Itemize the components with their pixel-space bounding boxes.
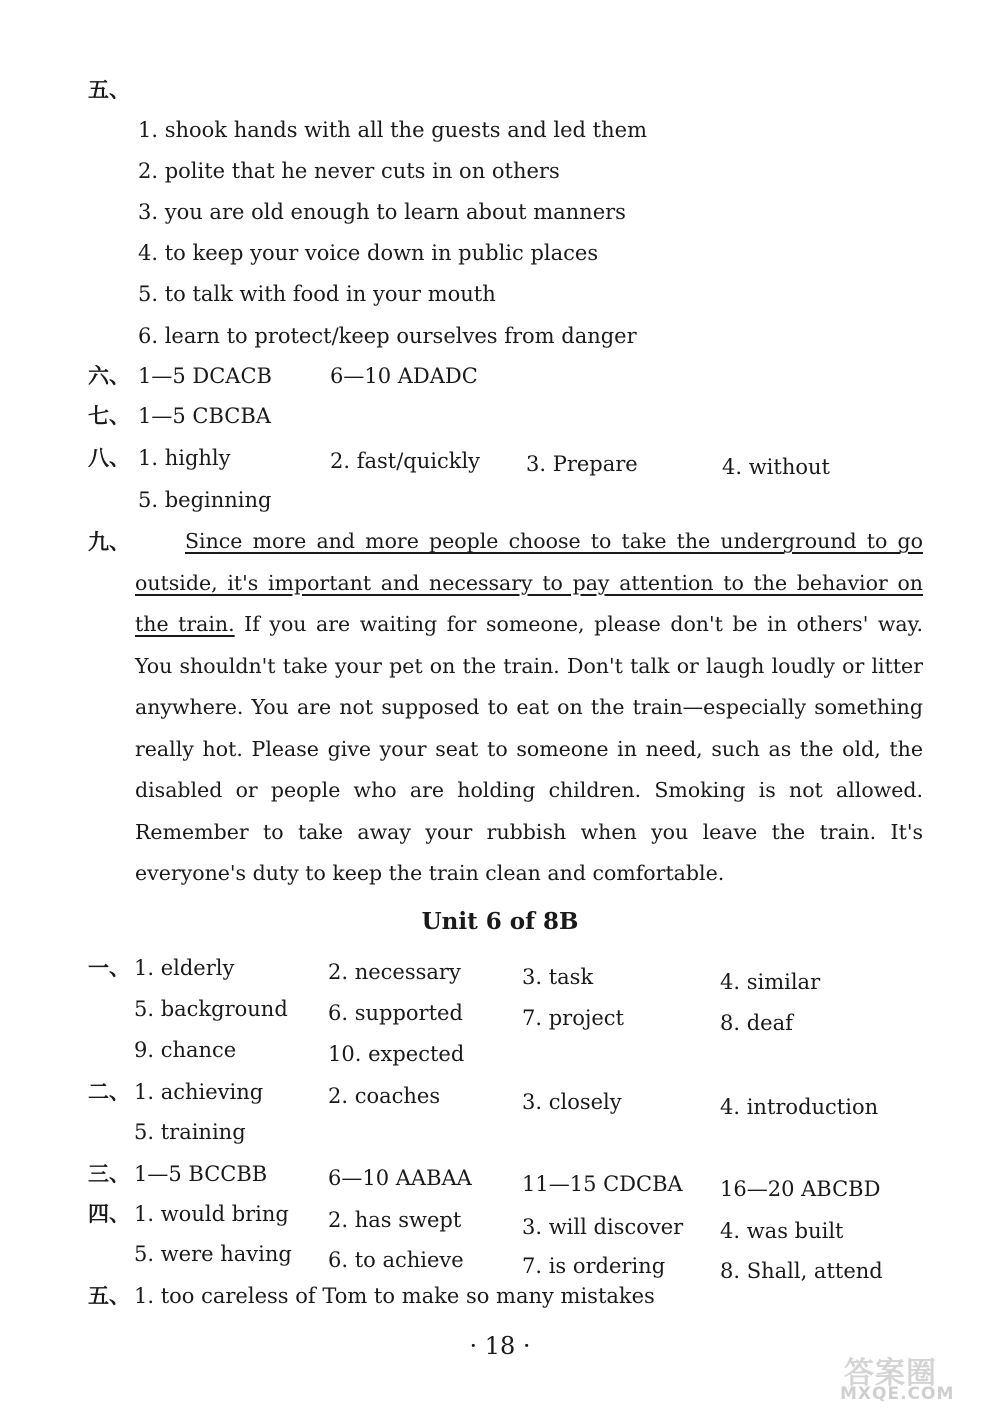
sec5-item-5: 5. to talk with food in your mouth — [138, 282, 496, 306]
u2-item-5: 5. training — [134, 1120, 246, 1144]
u1-item-9: 9. chance — [134, 1038, 237, 1062]
sec8-item-3: 3. Prepare — [526, 452, 638, 476]
u3-item-3: 11—15 CDCBA — [522, 1172, 683, 1196]
u4-item-3: 3. will discover — [522, 1215, 684, 1239]
section-6-marker: 六、 — [88, 363, 130, 388]
sec8-item-2: 2. fast/quickly — [330, 449, 481, 473]
sec5-item-2: 2. polite that he never cuts in on others — [138, 159, 560, 183]
u1-item-10: 10. expected — [328, 1042, 465, 1066]
u4-item-8: 8. Shall, attend — [720, 1259, 883, 1283]
section-5-marker: 五、 — [88, 77, 130, 102]
watermark-logo: 答案圈 MXQE.COM — [840, 1356, 955, 1404]
u4-item-2: 2. has swept — [328, 1208, 462, 1232]
u1-item-1: 1. elderly — [134, 956, 235, 980]
u1-item-8: 8. deaf — [720, 1011, 793, 1035]
sec9-underlined-sentence: Since more and more people choose to take the underground to go outside, it's important and necessary to pay attention to the behavior on the train. — [135, 529, 923, 636]
section-8-marker: 八、 — [88, 445, 130, 470]
page-number: · 18 · — [469, 1332, 531, 1360]
u4-item-4: 4. was built — [720, 1219, 844, 1243]
u4-item-6: 6. to achieve — [328, 1248, 464, 1272]
sec7-answer-1: 1—5 CBCBA — [138, 404, 271, 428]
u1-item-7: 7. project — [522, 1006, 624, 1030]
sec5-item-6: 6. learn to protect/keep ourselves from danger — [138, 324, 637, 348]
u1-item-5: 5. background — [134, 997, 288, 1021]
sec6-answer-2: 6—10 ADADC — [330, 364, 478, 388]
u3-item-4: 16—20 ABCBD — [720, 1177, 881, 1201]
u3-item-2: 6—10 AABAA — [328, 1166, 472, 1190]
u2-item-3: 3. closely — [522, 1090, 622, 1114]
u1-item-3: 3. task — [522, 965, 594, 989]
sec8-item-1: 1. highly — [138, 446, 231, 470]
unit-sec1-marker: 一、 — [88, 955, 130, 980]
unit-sec2-marker: 二、 — [88, 1079, 130, 1104]
u4-item-7: 7. is ordering — [522, 1254, 666, 1278]
unit-sec4-marker: 四、 — [88, 1201, 130, 1226]
section-7-marker: 七、 — [88, 403, 130, 428]
u1-item-6: 6. supported — [328, 1001, 463, 1025]
u1-item-4: 4. similar — [720, 970, 821, 994]
sec5-item-1: 1. shook hands with all the guests and led them — [138, 118, 647, 142]
u2-item-2: 2. coaches — [328, 1084, 441, 1108]
u4-item-5: 5. were having — [134, 1242, 292, 1266]
unit-title: Unit 6 of 8B — [421, 908, 579, 935]
u4-item-1: 1. would bring — [134, 1202, 289, 1226]
unit-sec5-marker: 五、 — [88, 1283, 130, 1308]
section-9-marker: 九、 — [88, 529, 130, 554]
u1-item-2: 2. necessary — [328, 960, 461, 984]
sec9-paragraph — [135, 521, 923, 895]
unit-sec3-marker: 三、 — [88, 1161, 130, 1186]
sec5-item-4: 4. to keep your voice down in public places — [138, 241, 599, 265]
sec8-item-5: 5. beginning — [138, 488, 272, 512]
u3-item-1: 1—5 BCCBB — [134, 1162, 268, 1186]
sec6-answer-1: 1—5 DCACB — [138, 364, 272, 388]
u5-item-1: 1. too careless of Tom to make so many mistakes — [134, 1284, 655, 1308]
u2-item-1: 1. achieving — [134, 1080, 264, 1104]
sec9-paragraph-rest: If you are waiting for someone, please don't be in others' way. You shouldn't take your pet on the train. Don't talk or laugh loudly or litter anywhere. You are not supposed to eat on the train—especially something really hot. Please give your seat to someone in need, such as the old, the disabled or people who are holding children. Smoking is not allowed. Remember to take away your rubbish when you leave the train. It's everyone's duty to keep the train clean and comfortable. — [135, 612, 924, 885]
u2-item-4: 4. introduction — [720, 1095, 879, 1119]
sec8-item-4: 4. without — [722, 455, 830, 479]
sec5-item-3: 3. you are old enough to learn about manners — [138, 200, 626, 224]
